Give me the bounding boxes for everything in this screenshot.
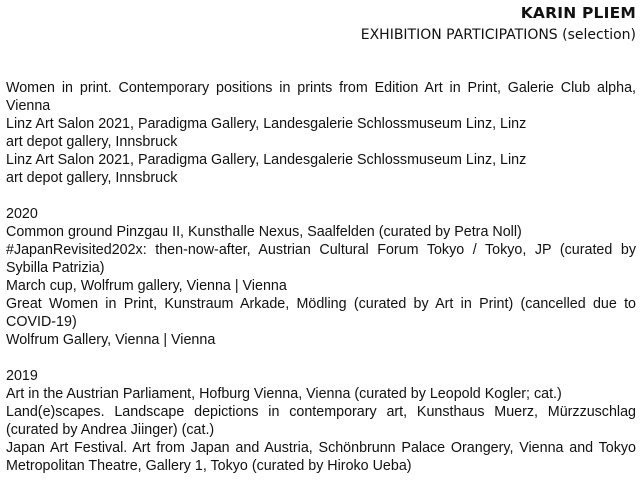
exhibition-entry: March cup, Wolfrum gallery, Vienna | Vienna — [6, 278, 287, 294]
artist-name: KARIN PLIEM — [520, 4, 636, 22]
exhibition-entry: Wolfrum Gallery, Vienna | Vienna — [6, 332, 216, 348]
document-subtitle: EXHIBITION PARTICIPATIONS (selection) — [360, 27, 636, 43]
document-header — [361, 3, 636, 47]
exhibition-list — [6, 79, 636, 475]
exhibition-entry: Art in the Austrian Parliament, Hofburg Vienna, Vienna (curated by Leopold Kogler; cat.) — [6, 386, 562, 402]
year-heading: 2019 — [6, 368, 38, 384]
exhibition-section-2019 — [6, 367, 636, 475]
exhibition-entry: Common ground Pinzgau II, Kunsthalle Nexus, Saalfelden (curated by Petra Noll) — [6, 224, 522, 240]
exhibition-section-recent — [6, 79, 636, 187]
year-heading: 2020 — [6, 206, 38, 222]
exhibition-entry: Land(e)scapes. Landscape depictions in contemporary art, Kunsthaus Muerz, Mürzzuschlag (curated by Andrea Jiinger) (cat.) — [6, 404, 636, 438]
exhibition-entry: Linz Art Salon 2021, Paradigma Gallery, Landesgalerie Schlossmuseum Linz, Linz — [6, 116, 527, 132]
exhibition-entry: Great Women in Print, Kunstraum Arkade, Mödling (curated by Art in Print) (cancelled due to COVID-19) — [6, 296, 636, 330]
exhibition-entry: art depot gallery, Innsbruck — [6, 170, 178, 186]
exhibition-entry: Japan Art Festival. Art from Japan and Austria, Schönbrunn Palace Orangery, Vienna and Tokyo Metropolitan Theatre, Gallery 1, Tokyo (curated by Hiroko Ueba) — [6, 440, 636, 474]
exhibition-section-2020 — [6, 205, 636, 349]
exhibition-entry: Linz Art Salon 2021, Paradigma Gallery, Landesgalerie Schlossmuseum Linz, Linz — [6, 152, 527, 168]
exhibition-entry: Women in print. Contemporary positions in prints from Edition Art in Print, Galerie Club alpha, Vienna — [6, 80, 636, 114]
exhibition-entry: art depot gallery, Innsbruck — [6, 134, 178, 150]
exhibition-entry: #JapanRevisited202x: then-now-after, Austrian Cultural Forum Tokyo / Tokyo, JP (curated by Sybilla Patrizia) — [6, 242, 636, 276]
